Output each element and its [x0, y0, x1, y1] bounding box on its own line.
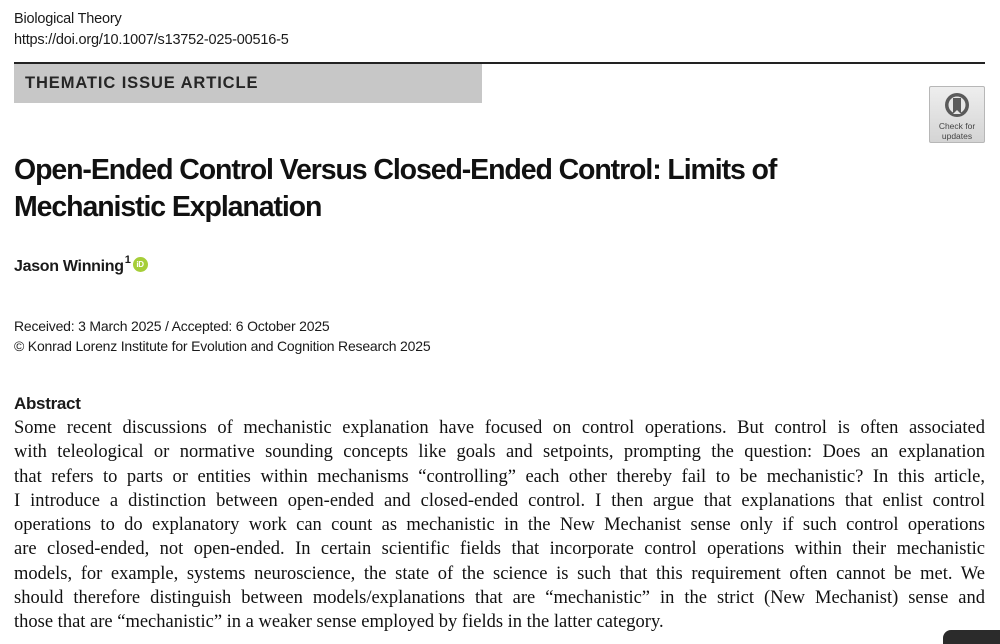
abstract-body [14, 416, 985, 635]
affiliation-marker[interactable]: 1 [124, 254, 131, 266]
abstract-line: with teleological or normative sounding concepts like goals and setpoints, prompting the question: Does an explanation [14, 442, 985, 463]
abstract-line: are closed-ended, not open-ended. In certain scientific fields that incorporate control operations within their mechanistic [14, 539, 985, 560]
journal-name: Biological Theory [14, 11, 122, 27]
abstract-line: those that are “mechanistic” in a weaker sense employed by fields in the latter category. [14, 612, 664, 633]
author-name[interactable]: Jason Winning [14, 258, 124, 275]
abstract-line: operations to do explanatory work can count as mechanistic in the New Mechanist sense only if such control operations [14, 515, 985, 536]
abstract-line: I introduce a distinction between open-ended and closed-ended control. I then argue that explanations that enlist control [14, 490, 985, 511]
copyright-notice: © Konrad Lorenz Institute for Evolution and Cognition Research 2025 [14, 338, 431, 354]
orcid-icon[interactable]: iD [133, 257, 148, 272]
abstract-line: Some recent discussions of mechanistic explanation have focused on control operations. But control is often associated [14, 418, 985, 438]
crossmark-icon [943, 91, 971, 121]
check-for-updates-button[interactable] [929, 86, 985, 143]
article-title-line: Mechanistic Explanation [14, 191, 322, 223]
abstract-heading: Abstract [14, 394, 81, 413]
floating-corner-tab[interactable] [943, 630, 1000, 644]
article-title-line: Open-Ended Control Versus Closed-Ended Control: Limits of [14, 154, 777, 186]
abstract-line: that refers to parts or entities within mechanisms “controlling” each other thereby fail to be mechanistic? In this article, [14, 466, 985, 487]
check-for-updates-label-1: Check for [938, 121, 976, 131]
abstract-line: models, for example, systems neuroscience, the state of the science is such that this requirement often cannot be met. We [14, 563, 985, 584]
received-accepted-dates: Received: 3 March 2025 / Accepted: 6 October 2025 [14, 318, 330, 334]
check-for-updates-label-2: updates [941, 130, 973, 141]
abstract-line: should therefore distinguish between models/explanations that are “mechanistic” in the strict (New Mechanist) sense and [14, 588, 985, 609]
article-title [14, 152, 914, 226]
doi-link[interactable]: https://doi.org/10.1007/s13752-025-00516-5 [14, 32, 289, 48]
author [14, 256, 148, 278]
article-type-banner: THEMATIC ISSUE ARTICLE [14, 64, 482, 103]
